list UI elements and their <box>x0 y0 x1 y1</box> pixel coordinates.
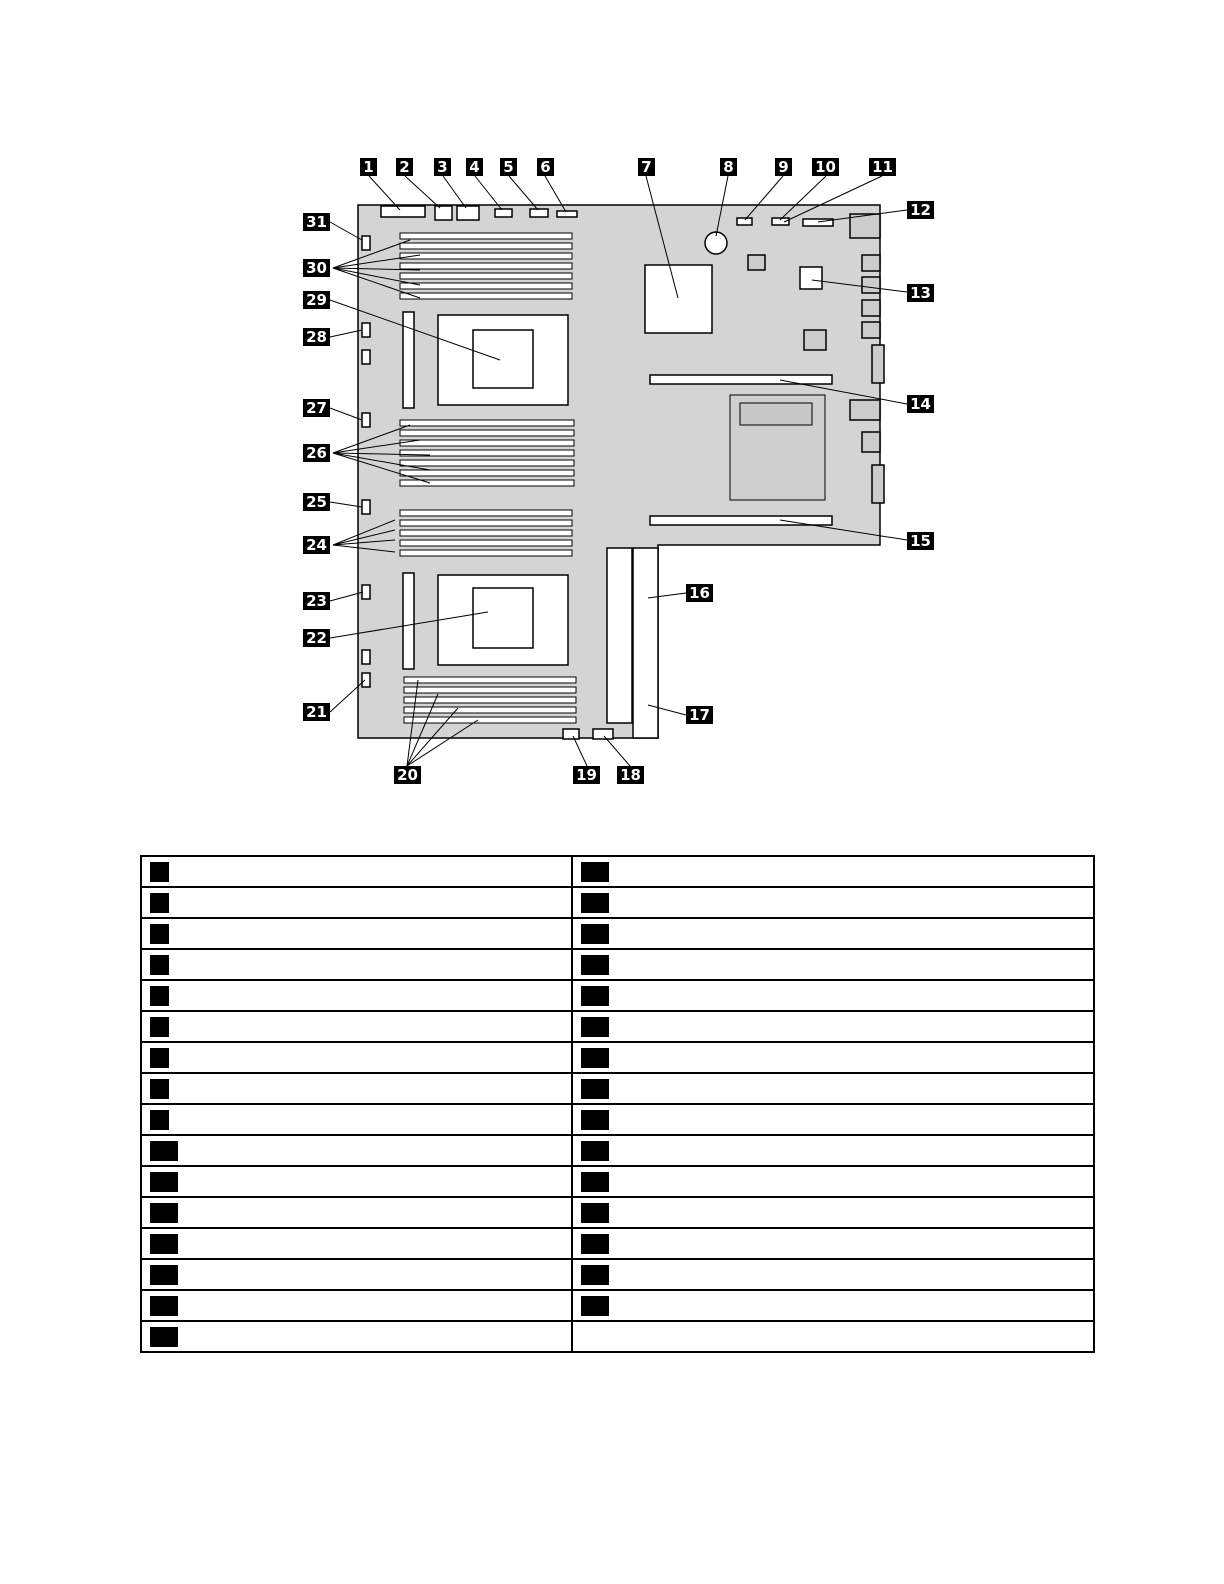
cpu-socket-1 <box>473 330 533 388</box>
callout-16 <box>686 584 713 602</box>
riser-label-block <box>740 403 812 425</box>
svg-text:6: 6 <box>540 158 551 176</box>
legend-key-8 <box>150 1079 169 1099</box>
legend-cell-right <box>572 1228 1094 1259</box>
legend-cell-left <box>141 856 572 887</box>
legend-row <box>141 1321 1094 1352</box>
legend-key-3 <box>150 924 169 944</box>
callout-23 <box>303 592 330 610</box>
legend-key-7 <box>150 1048 169 1068</box>
legend-cell-right <box>572 1321 1094 1352</box>
svg-text:26: 26 <box>306 444 327 462</box>
chip-a <box>748 255 765 270</box>
callout-1 <box>360 158 377 176</box>
legend-row <box>141 1135 1094 1166</box>
callout-2 <box>396 158 413 176</box>
legend-cell-right <box>572 1042 1094 1073</box>
vrm-bar <box>403 573 414 669</box>
legend-cell-left <box>141 1321 572 1352</box>
legend-key-10 <box>150 1141 178 1161</box>
legend-key-29 <box>581 1234 609 1254</box>
svg-text:30: 30 <box>306 259 327 277</box>
legend-key-23 <box>581 1048 609 1068</box>
connector-6 <box>557 211 577 217</box>
legend-key-4 <box>150 955 169 975</box>
callout-29 <box>303 291 330 309</box>
connector-12 <box>803 219 833 226</box>
legend-cell-left <box>141 1135 572 1166</box>
legend-row <box>141 1228 1094 1259</box>
legend-row <box>141 887 1094 918</box>
legend-cell-right <box>572 918 1094 949</box>
legend-cell-left <box>141 980 572 1011</box>
connector-4 <box>495 209 512 217</box>
legend-row <box>141 980 1094 1011</box>
legend-cell-right <box>572 1166 1094 1197</box>
rear-port <box>872 465 884 503</box>
legend-row <box>141 1042 1094 1073</box>
legend-table <box>140 855 1095 1353</box>
legend-key-16 <box>150 1327 178 1347</box>
svg-text:1: 1 <box>363 158 374 176</box>
legend-cell-right <box>572 1197 1094 1228</box>
legend-row <box>141 1197 1094 1228</box>
legend-cell-left <box>141 1259 572 1290</box>
svg-text:12: 12 <box>910 201 931 219</box>
fan-connector-27 <box>362 413 370 427</box>
callout-6 <box>537 158 554 176</box>
legend-key-28 <box>581 1203 609 1223</box>
callout-30 <box>303 259 330 277</box>
rear-port <box>862 300 880 316</box>
svg-text:17: 17 <box>689 706 710 724</box>
rear-port <box>850 400 880 420</box>
fan-connector <box>362 350 370 364</box>
connector-2 <box>435 206 452 220</box>
fan-connector-28 <box>362 323 370 337</box>
callout-26 <box>303 444 330 462</box>
svg-text:29: 29 <box>306 291 327 309</box>
fan-connector-23 <box>362 585 370 599</box>
pcie-slot-14 <box>650 375 832 384</box>
power-connector-19 <box>563 729 579 739</box>
svg-text:15: 15 <box>910 532 931 550</box>
fan-connector-31 <box>362 236 370 250</box>
callout-27 <box>303 399 330 417</box>
legend-key-6 <box>150 1017 169 1037</box>
legend-cell-left <box>141 1104 572 1135</box>
svg-text:8: 8 <box>723 158 734 176</box>
legend-row <box>141 949 1094 980</box>
legend-cell-left <box>141 949 572 980</box>
legend-row <box>141 1259 1094 1290</box>
svg-text:11: 11 <box>872 158 893 176</box>
legend-cell-right <box>572 887 1094 918</box>
callout-17 <box>686 706 713 724</box>
svg-text:3: 3 <box>437 158 448 176</box>
callout-13 <box>907 284 934 302</box>
cpu-socket-2 <box>473 588 533 648</box>
legend-row <box>141 1104 1094 1135</box>
legend-cell-right <box>572 1135 1094 1166</box>
svg-text:20: 20 <box>397 766 418 784</box>
fan-connector-21 <box>362 673 370 687</box>
svg-text:27: 27 <box>306 399 327 417</box>
legend-row <box>141 1011 1094 1042</box>
power-bay-17 <box>607 548 632 723</box>
legend-key-18 <box>581 893 609 913</box>
legend-key-1 <box>150 862 169 882</box>
legend-cell-left <box>141 1166 572 1197</box>
legend-key-21 <box>581 986 609 1006</box>
svg-text:2: 2 <box>399 158 410 176</box>
callout-15 <box>907 532 934 550</box>
legend-cell-left <box>141 1290 572 1321</box>
svg-text:10: 10 <box>815 158 836 176</box>
legend-cell-right <box>572 949 1094 980</box>
legend-key-20 <box>581 955 609 975</box>
callout-12 <box>907 201 934 219</box>
svg-text:4: 4 <box>469 158 480 176</box>
legend-row <box>141 856 1094 887</box>
legend-cell-left <box>141 918 572 949</box>
callout-11 <box>869 158 896 176</box>
callout-24 <box>303 536 330 554</box>
connector-9 <box>737 218 752 225</box>
legend-row <box>141 1073 1094 1104</box>
fan-connector <box>362 650 370 664</box>
legend-key-25 <box>581 1110 609 1130</box>
svg-text:28: 28 <box>306 328 327 346</box>
svg-text:18: 18 <box>620 766 641 784</box>
legend-key-2 <box>150 893 169 913</box>
legend-key-17 <box>581 862 609 882</box>
legend-cell-right <box>572 856 1094 887</box>
dimm-slots-26 <box>400 420 574 486</box>
legend-cell-right <box>572 1259 1094 1290</box>
legend-cell-right <box>572 1290 1094 1321</box>
callout-20 <box>394 766 421 784</box>
callout-28 <box>303 328 330 346</box>
legend-key-27 <box>581 1172 609 1192</box>
legend-cell-left <box>141 1073 572 1104</box>
callout-7 <box>638 158 655 176</box>
legend-cell-left <box>141 1197 572 1228</box>
chip-b <box>804 330 826 350</box>
chip-13 <box>800 267 822 289</box>
callout-25 <box>303 493 330 511</box>
legend-key-24 <box>581 1079 609 1099</box>
dimm-slots-30 <box>400 233 572 299</box>
callout-10 <box>812 158 839 176</box>
legend-cell-right <box>572 980 1094 1011</box>
connector-3 <box>457 206 479 220</box>
power-bay-16 <box>633 548 658 738</box>
legend-cell-right <box>572 1073 1094 1104</box>
legend-key-13 <box>150 1234 178 1254</box>
svg-text:25: 25 <box>306 493 327 511</box>
callout-18 <box>617 766 644 784</box>
svg-text:24: 24 <box>306 536 327 554</box>
callout-19 <box>573 766 600 784</box>
svg-text:13: 13 <box>910 284 931 302</box>
legend-key-30 <box>581 1265 609 1285</box>
legend-key-5 <box>150 986 169 1006</box>
legend-row <box>141 918 1094 949</box>
callout-14 <box>907 395 934 413</box>
svg-text:9: 9 <box>778 158 789 176</box>
rear-port <box>850 214 880 238</box>
legend-key-26 <box>581 1141 609 1161</box>
callout-4 <box>466 158 483 176</box>
svg-text:22: 22 <box>306 629 327 647</box>
legend-cell-left <box>141 1011 572 1042</box>
svg-text:19: 19 <box>576 766 597 784</box>
callout-21 <box>303 703 330 721</box>
legend-key-31 <box>581 1296 609 1316</box>
rear-port <box>862 322 880 338</box>
legend-row <box>141 1166 1094 1197</box>
callout-9 <box>775 158 792 176</box>
chipset <box>645 265 712 333</box>
legend-key-12 <box>150 1203 178 1223</box>
svg-text:7: 7 <box>641 158 652 176</box>
legend-cell-left <box>141 887 572 918</box>
legend-key-15 <box>150 1296 178 1316</box>
svg-text:16: 16 <box>689 584 710 602</box>
fan-connector-25 <box>362 500 370 514</box>
svg-text:23: 23 <box>306 592 327 610</box>
svg-text:31: 31 <box>306 213 327 231</box>
legend-cell-right <box>572 1011 1094 1042</box>
connector-1 <box>381 206 425 217</box>
callout-22 <box>303 629 330 647</box>
rear-port <box>862 432 880 452</box>
legend-key-14 <box>150 1265 178 1285</box>
callout-31 <box>303 213 330 231</box>
power-connector-18 <box>593 729 613 739</box>
legend-cell-left <box>141 1228 572 1259</box>
rear-port <box>872 345 884 383</box>
legend-row <box>141 1290 1094 1321</box>
callout-8 <box>720 158 737 176</box>
connector-5 <box>530 209 548 217</box>
svg-text:21: 21 <box>306 703 327 721</box>
legend-key-22 <box>581 1017 609 1037</box>
callout-3 <box>434 158 451 176</box>
rear-port <box>862 255 880 271</box>
callout-5 <box>500 158 517 176</box>
legend-body <box>141 856 1094 1352</box>
legend-key-9 <box>150 1110 169 1130</box>
svg-text:5: 5 <box>503 158 514 176</box>
legend-cell-right <box>572 1104 1094 1135</box>
svg-text:14: 14 <box>910 395 931 413</box>
legend-key-19 <box>581 924 609 944</box>
legend-key-11 <box>150 1172 178 1192</box>
rear-port <box>862 277 880 293</box>
legend-cell-left <box>141 1042 572 1073</box>
